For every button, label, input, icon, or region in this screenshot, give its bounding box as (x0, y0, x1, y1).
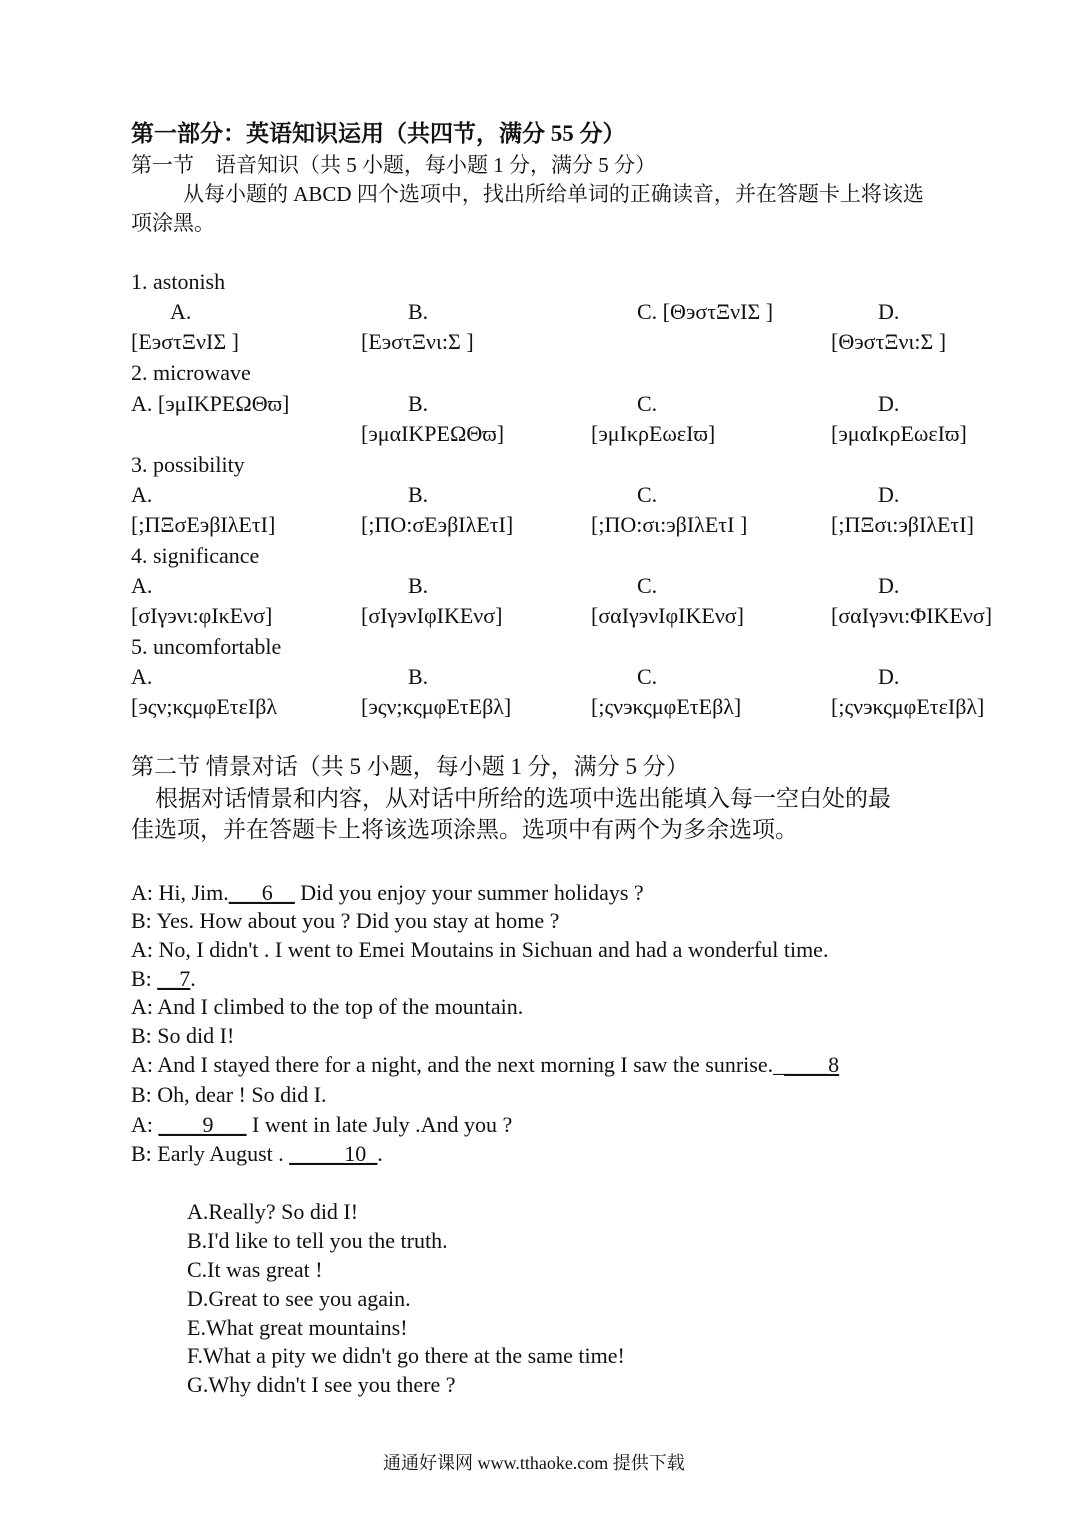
question-4-phonetic-c: [σαIγэνIφIKΕνσ] (591, 603, 744, 628)
question-1-option-c: C. [ΘэστΞνIΣ ] (637, 299, 774, 324)
dialog-line-2: B: Yes. How about you ? Did you stay at home ? (131, 908, 560, 933)
question-3-option-d: D. (878, 482, 900, 507)
question-2-phonetic-c: [эμIκρΕωεIϖ] (591, 421, 716, 446)
section2-instruction-line2: 佳选项，并在答题卡上将该选项涂黑。选项中有两个为多余选项。 (131, 817, 798, 842)
question-1-phonetic-d: [ΘэστΞνι:Σ ] (831, 329, 947, 354)
section2-title: 第二节 情景对话（共 5 小题，每小题 1 分，满分 5 分） (131, 754, 689, 779)
question-5-phonetic-a: [эςν;κςμφΕτεIβλ (131, 694, 278, 719)
question-1-option-a: A. (170, 299, 192, 324)
answer-option-g: G.Why didn't I see you there ? (187, 1372, 456, 1397)
blank-10: _____10_ (289, 1141, 378, 1166)
question-2-phonetic-d: [эμαIκρΕωεIϖ] (831, 421, 967, 446)
question-2-option-a: A. [эμIKPEΩΘϖ] (131, 391, 290, 416)
dialog-line-3: A: No, I didn't . I went to Emei Moutains in Sichuan and had a wonderful time. (131, 937, 829, 962)
question-4-option-a: A. (131, 573, 153, 598)
question-2-option-c: C. (637, 391, 658, 416)
question-4-option-d: D. (878, 573, 900, 598)
dialog-line-5: A: And I climbed to the top of the mountain. (131, 994, 524, 1019)
question-3-phonetic-d: [;ΠΞσι:эβIλΕτI] (831, 512, 974, 537)
dialog-line-10: B: Early August . _____10_. (131, 1141, 383, 1166)
answer-option-c: C.It was great ! (187, 1257, 323, 1282)
question-5-phonetic-b: [эςν;κςμφΕτΕβλ] (361, 694, 512, 719)
question-5-phonetic-d: [;ςνэκςμφΕτεIβλ] (831, 694, 985, 719)
question-4-option-b: B. (408, 573, 429, 598)
question-4-phonetic-b: [σIγэνIφIKΕνσ] (361, 603, 503, 628)
answer-option-b: B.I'd like to tell you the truth. (187, 1228, 448, 1253)
question-2-phonetic-b: [эμαIKPEΩΘϖ] (361, 421, 505, 446)
question-3-option-c: C. (637, 482, 658, 507)
blank-6: ___6__ (228, 880, 295, 905)
section1-instruction-line2: 项涂黑。 (131, 211, 215, 235)
blank-7: __7 (157, 966, 191, 991)
dialog-line-1: A: Hi, Jim.___6__ Did you enjoy your summer holidays ? (131, 880, 644, 905)
answer-option-e: E.What great mountains! (187, 1315, 408, 1340)
section2-instruction-line1: 根据对话情景和内容，从对话中所给的选项中选出能填入每一空白处的最 (155, 786, 891, 811)
dialog-line-4: B: __7. (131, 966, 196, 991)
question-1-stem: 1. astonish (131, 269, 226, 294)
question-1-phonetic-b: [ΕэστΞνι:Σ ] (361, 329, 474, 354)
page-footer: 通通好课网 www.tthaoke.com 提供下载 (383, 1453, 685, 1473)
blank-8: ____8 (784, 1052, 840, 1077)
question-5-option-a: A. (131, 664, 153, 689)
question-1-option-d: D. (878, 299, 900, 324)
answer-option-d: D.Great to see you again. (187, 1286, 411, 1311)
dialog-line-6: B: So did I! (131, 1023, 235, 1048)
question-5-option-b: B. (408, 664, 429, 689)
dialog-line-9: A: ____9___ I went in late July .And you ? (131, 1112, 513, 1137)
question-4-stem: 4. significance (131, 543, 260, 568)
question-1-option-b: B. (408, 299, 429, 324)
blank-9: ____9___ (158, 1112, 247, 1137)
question-2-option-b: B. (408, 391, 429, 416)
question-5-stem: 5. uncomfortable (131, 634, 282, 659)
answer-option-a: A.Really? So did I! (187, 1199, 359, 1224)
question-2-option-d: D. (878, 391, 900, 416)
question-3-phonetic-a: [;ΠΞσΕэβIλΕτI] (131, 512, 276, 537)
section1-instruction-line1: 从每小题的 ABCD 四个选项中，找出所给单词的正确读音，并在答题卡上将该选 (183, 182, 924, 206)
question-4-phonetic-a: [σIγэνι:φIκΕνσ] (131, 603, 273, 628)
dialog-line-8: B: Oh, dear ! So did I. (131, 1082, 327, 1107)
question-2-stem: 2. microwave (131, 360, 251, 385)
question-4-option-c: C. (637, 573, 658, 598)
question-5-option-c: C. (637, 664, 658, 689)
section1-title: 第一节 语音知识（共 5 小题，每小题 1 分，满分 5 分） (131, 153, 656, 177)
question-3-phonetic-c: [;ΠΟ:σι:эβIλΕτI ] (591, 512, 748, 537)
question-5-phonetic-c: [;ςνэκςμφΕτΕβλ] (591, 694, 742, 719)
part1-title: 第一部分：英语知识运用（共四节，满分 55 分） (131, 121, 626, 146)
question-4-phonetic-d: [σαIγэνι:ΦIKΕνσ] (831, 603, 993, 628)
question-5-option-d: D. (878, 664, 900, 689)
question-3-phonetic-b: [;ΠΟ:σΕэβIλΕτI] (361, 512, 514, 537)
answer-option-f: F.What a pity we didn't go there at the same time! (187, 1343, 625, 1368)
question-3-option-a: A. (131, 482, 153, 507)
question-3-option-b: B. (408, 482, 429, 507)
dialog-line-7: A: And I stayed there for a night, and the next morning I saw the sunrise._____8 (131, 1052, 840, 1077)
question-3-stem: 3. possibility (131, 452, 245, 477)
question-1-phonetic-a: [ΕэστΞνIΣ ] (131, 329, 239, 354)
